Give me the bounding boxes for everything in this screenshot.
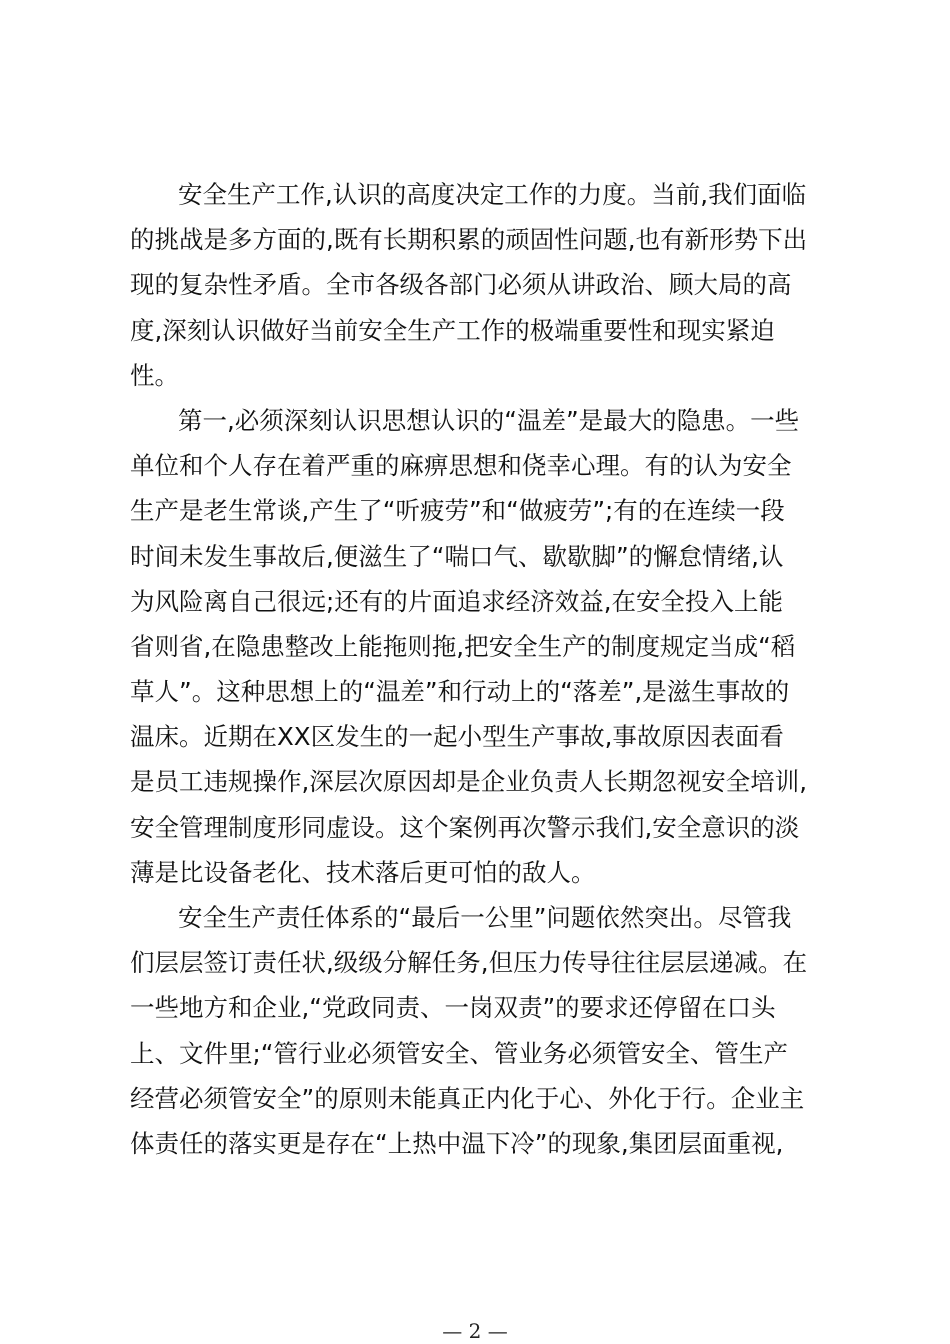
paragraph-2-line-10: 安全管理制度形同虚设。这个案例再次警示我们,安全意识的淡 — [130, 812, 800, 842]
paragraph-2-line-6: 省则省,在隐患整改上能拖则拖,把安全生产的制度规定当成“稻 — [130, 631, 796, 661]
paragraph-2-line-5: 为风险离自己很远;还有的片面追求经济效益,在安全投入上能 — [130, 586, 784, 616]
paragraph-1-line-5: 性。 — [130, 360, 179, 390]
paragraph-2-line-3: 生产是老生常谈,产生了“听疲劳”和“做疲劳”;有的在连续一段 — [130, 496, 785, 526]
paragraph-3-line-2: 们层层签订责任状,级级分解任务,但压力传导往往层层递减。在 — [130, 948, 808, 978]
paragraph-1-line-3: 现的复杂性矛盾。全市各级各部门必须从讲政治、顾大局的高 — [130, 270, 792, 300]
page-number: — 2 — — [442, 1319, 508, 1343]
paragraph-3-line-5: 经营必须管安全”的原则未能真正内化于心、外化于行。企业主 — [130, 1083, 805, 1113]
paragraph-2-line-7: 草人”。这种思想上的“温差”和行动上的“落差”,是滋生事故的 — [130, 677, 790, 707]
paragraph-3-line-6: 体责任的落实更是存在“上热中温下冷”的现象,集团层面重视, — [130, 1128, 784, 1158]
paragraph-2-line-8: 温床。近期在XX区发生的一起小型生产事故,事故原因表面看 — [130, 722, 784, 752]
paragraph-3-line-4: 上、文件里;“管行业必须管安全、管业务必须管安全、管生产 — [130, 1038, 788, 1068]
paragraph-2-line-9: 是员工违规操作,深层次原因却是企业负责人长期忽视安全培训, — [130, 767, 808, 797]
paragraph-1-line-4: 度,深刻认识做好当前安全生产工作的极端重要性和现实紧迫 — [130, 315, 775, 345]
paragraph-1-line-1: 安全生产工作,认识的高度决定工作的力度。当前,我们面临 — [178, 180, 807, 209]
paragraph-2-line-4: 时间未发生事故后,便滋生了“喘口气、歇歇脚”的懈怠情绪,认 — [130, 541, 784, 571]
paragraph-2-line-11: 薄是比设备老化、技术落后更可怕的敌人。 — [130, 857, 596, 887]
paragraph-3-line-3: 一些地方和企业,“党政同责、一岗双责”的要求还停留在口头 — [130, 993, 776, 1023]
body-text — [130, 172, 830, 1166]
paragraph-2-line-2: 单位和个人存在着严重的麻痹思想和侥幸心理。有的认为安全 — [130, 451, 792, 481]
paragraph-3-line-1: 安全生产责任体系的“最后一公里”问题依然突出。尽管我 — [178, 903, 792, 932]
paragraph-2-line-1: 第一,必须深刻认识思想认识的“温差”是最大的隐患。一些 — [178, 405, 800, 435]
paragraph-1-line-2: 的挑战是多方面的,既有长期积累的顽固性问题,也有新形势下出 — [130, 225, 808, 255]
